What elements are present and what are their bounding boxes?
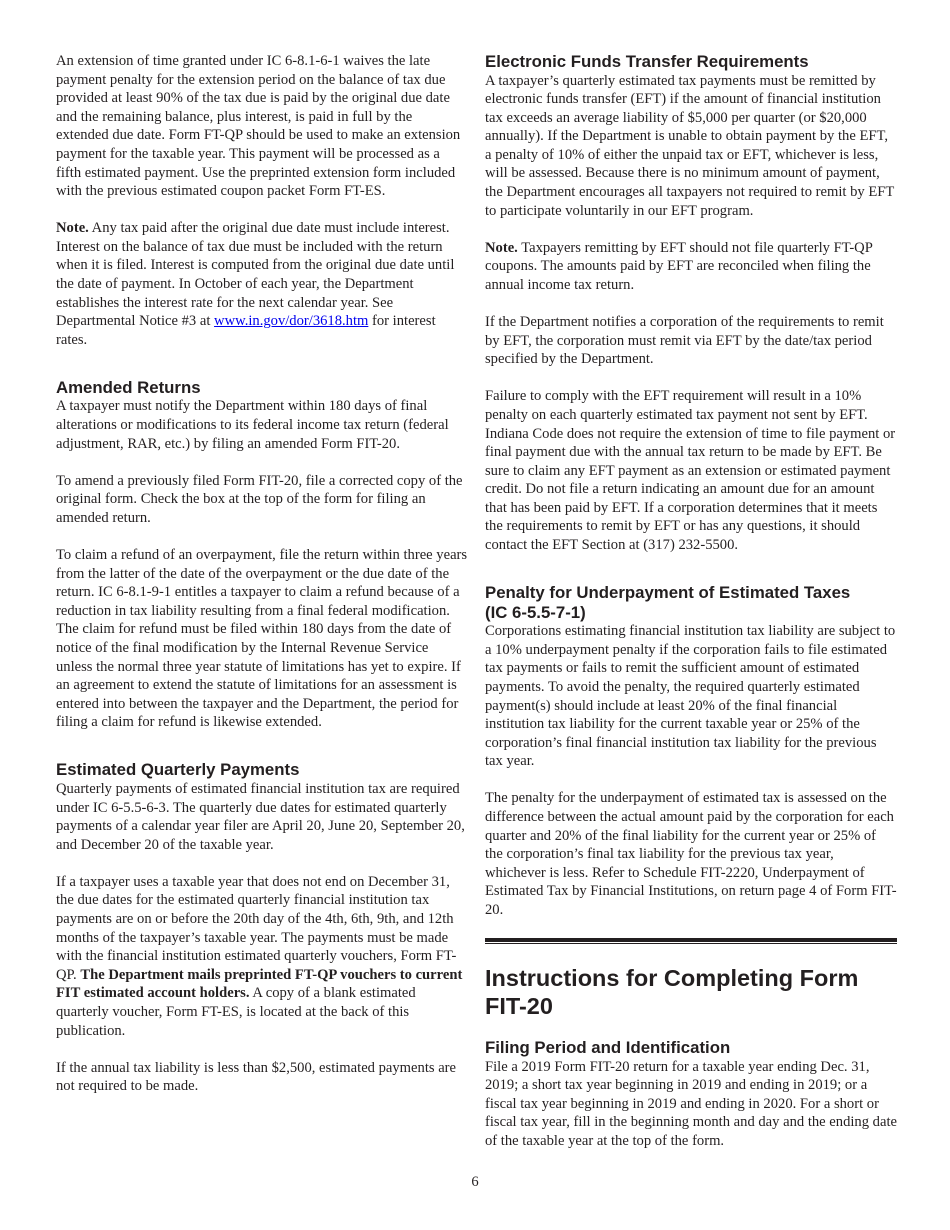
amended-paragraph-3: To claim a refund of an overpayment, file the return within three years from the latter of the date of the overpayment or the due date of the return. IC 6-8.1-9-1 entitles a taxpayer to claim a refund because of a reduction in tax liability resulting from a final federal modification. The claim for refund must be filed within 180 days from the date of notice of the final modification by the Internal Revenue Service unless the normal three year statute of limitations has yet to expire. If an agreement to extend the statute of limitations for an assessment is entered into between the taxpayer and the Department, the period for filing a claim for refund is likewise extended. — [56, 546, 468, 731]
quarterly-paragraph-2 — [56, 873, 468, 1040]
left-column — [56, 52, 468, 1114]
quarterly-bold-notice: The Department mails preprinted FT-QP vouchers to current FIT estimated account holders. — [56, 966, 463, 1002]
note-text: Any tax paid after the original due date must include interest. Interest on the balance of tax due must be included with the return when it is filed. Interest is computed from the original due date until the date of payment. In October of each year, the Department establishes the interest rate for the next calendar year. See Departmental Notice #3 at — [56, 220, 455, 330]
page-number: 6 — [471, 1174, 479, 1190]
quarterly-text-c: A copy of a blank estimated quarterly voucher, Form FT-ES, is located at the back of this publication. — [56, 985, 416, 1039]
interest-note-paragraph — [56, 219, 468, 349]
penalty-heading-line-1: Penalty for Underpayment of Estimated Taxes — [485, 583, 851, 603]
quarterly-paragraph-3: If the annual tax liability is less than $2,500, estimated payments are not required to be made. — [56, 1059, 457, 1095]
amended-paragraph-2: To amend a previously filed Form FIT-20, file a corrected copy of the original form. Check the box at the top of the form for filing an amended return. — [56, 472, 463, 526]
instructions-title-line-2: FIT-20 — [485, 993, 553, 1020]
quarterly-paragraph-1: Quarterly payments of estimated financial institution tax are required under IC 6-5.5-6-3. The quarterly due dates for estimated quarterly payments of a calendar year filer are April 20, June 20, September 20, and December 20 of the taxable year. — [56, 780, 465, 853]
note-tail: for interest rates. — [56, 313, 436, 348]
quarterly-text-a: If a taxpayer uses a taxable year that does not end on December 31, the due dates for the estimated quarterly financial institution tax payments are on or before the 20th day of the 4th, 6th, 9th, and 12th months of the taxpayer’s taxable year. The payments must be made with the financial institution estimated quarterly vouchers, Form FT-QP. — [56, 873, 457, 983]
underpayment-penalty-heading — [485, 583, 897, 622]
instructions-title — [485, 964, 897, 1020]
note-label: Note. — [56, 220, 89, 237]
penalty-heading-line-2: (IC 6-5.5-7-1) — [485, 602, 586, 622]
eft-requirements-heading: Electronic Funds Transfer Requirements — [485, 52, 809, 71]
eft-paragraph-3: If the Department notifies a corporation of the requirements to remit by EFT, the corporation must remit via EFT by the date/tax period specified by the Department. — [485, 314, 884, 368]
section-divider — [485, 938, 897, 944]
penalty-paragraph-1: Corporations estimating financial institution tax liability are subject to a 10% underpayment penalty if the corporation fails to file estimated tax payments or fails to remit the sufficient amount of estimated payments. To avoid the penalty, the required quarterly estimated payment(s) should include at least 20% of the final financial institution tax liability for the current taxable year or 25% of the corporation’s final financial institution tax liability for the previous tax year. — [485, 623, 896, 770]
eft-note-paragraph — [485, 239, 897, 295]
filing-period-heading: Filing Period and Identification — [485, 1038, 731, 1058]
amended-paragraph-1: A taxpayer must notify the Department within 180 days of final alterations or modifications to its federal income tax return (federal adjustment, RAR, etc.) by filing an amended Form FIT-20. — [56, 398, 449, 452]
penalty-paragraph-2: The penalty for the underpayment of estimated tax is assessed on the difference between the actual amount paid by the corporation for each quarter and 20% of the final liability for the current year or 25% of the corporation’s final tax liability for the previous tax year, whichever is less. Refer to Schedule FIT-2220, Underpayment of Estimated Tax by Financial Institutions, on return page 4 of Form FIT-20. — [485, 790, 897, 918]
extension-paragraph: An extension of time granted under IC 6-8.1-6-1 waives the late payment penalty for the extension period on the balance of tax due provided at least 90% of the tax due is paid by the original due date and the remaining balance, plus interest, is paid in full by the extended due date. Form FT-QP should be used to make an extension payment for the taxable year. This payment will be processed as a fifth estimated payment. Use the preprinted extension form included with the previous estimated coupon packet Form FT-ES. — [56, 53, 461, 200]
instructions-title-line-1: Instructions for Completing Form — [485, 965, 859, 992]
eft-paragraph-1: A taxpayer’s quarterly estimated tax payments must be remitted by electronic funds transfer (EFT) if the amount of financial institution tax exceeds an average liability of $5,000 per quarter (or $20,000 annually). If the Department is unable to obtain payment by the EFT, a penalty of 10% of either the unpaid tax or EFT, whichever is less, will be assessed. Because there is no minimum amount of payment, the Department encourages all taxpayers not required to remit by EFT to participate voluntarily in our EFT program. — [485, 72, 895, 219]
amended-returns-heading: Amended Returns — [56, 377, 201, 397]
right-column — [485, 52, 897, 1169]
eft-note-text: Taxpayers remitting by EFT should not file quarterly FT-QP coupons. The amounts paid by EFT are reconciled when filing the annual income tax return. — [485, 239, 873, 293]
filing-period-paragraph: File a 2019 Form FIT-20 return for a taxable year ending Dec. 31, 2019; a short tax year beginning in 2019 and ending in 2019; or a fiscal tax year beginning in 2019 and ending in 2020. For a short or fiscal tax year, fill in the beginning month and day and the ending date of the taxable year at the top of the form. — [485, 1058, 897, 1149]
eft-paragraph-4: Failure to comply with the EFT requirement will result in a 10% penalty on each quarterly estimated tax payment not sent by EFT. Indiana Code does not require the extension of time to file payment or final payment due with the annual tax return to be made by EFT. Be sure to claim any EFT payment as an extension or estimated payment credit. Do not file a return indicating an amount due for an amount that has been paid by EFT. If a corporation determines that it meets the requirements to remit by EFT or has any questions, it should contact the EFT Section at (317) 232-5500. — [485, 388, 896, 554]
estimated-quarterly-payments-heading: Estimated Quarterly Payments — [56, 760, 300, 780]
eft-note-label: Note. — [485, 239, 518, 256]
departmental-notice-link[interactable]: www.in.gov/dor/3618.htm — [214, 313, 369, 330]
